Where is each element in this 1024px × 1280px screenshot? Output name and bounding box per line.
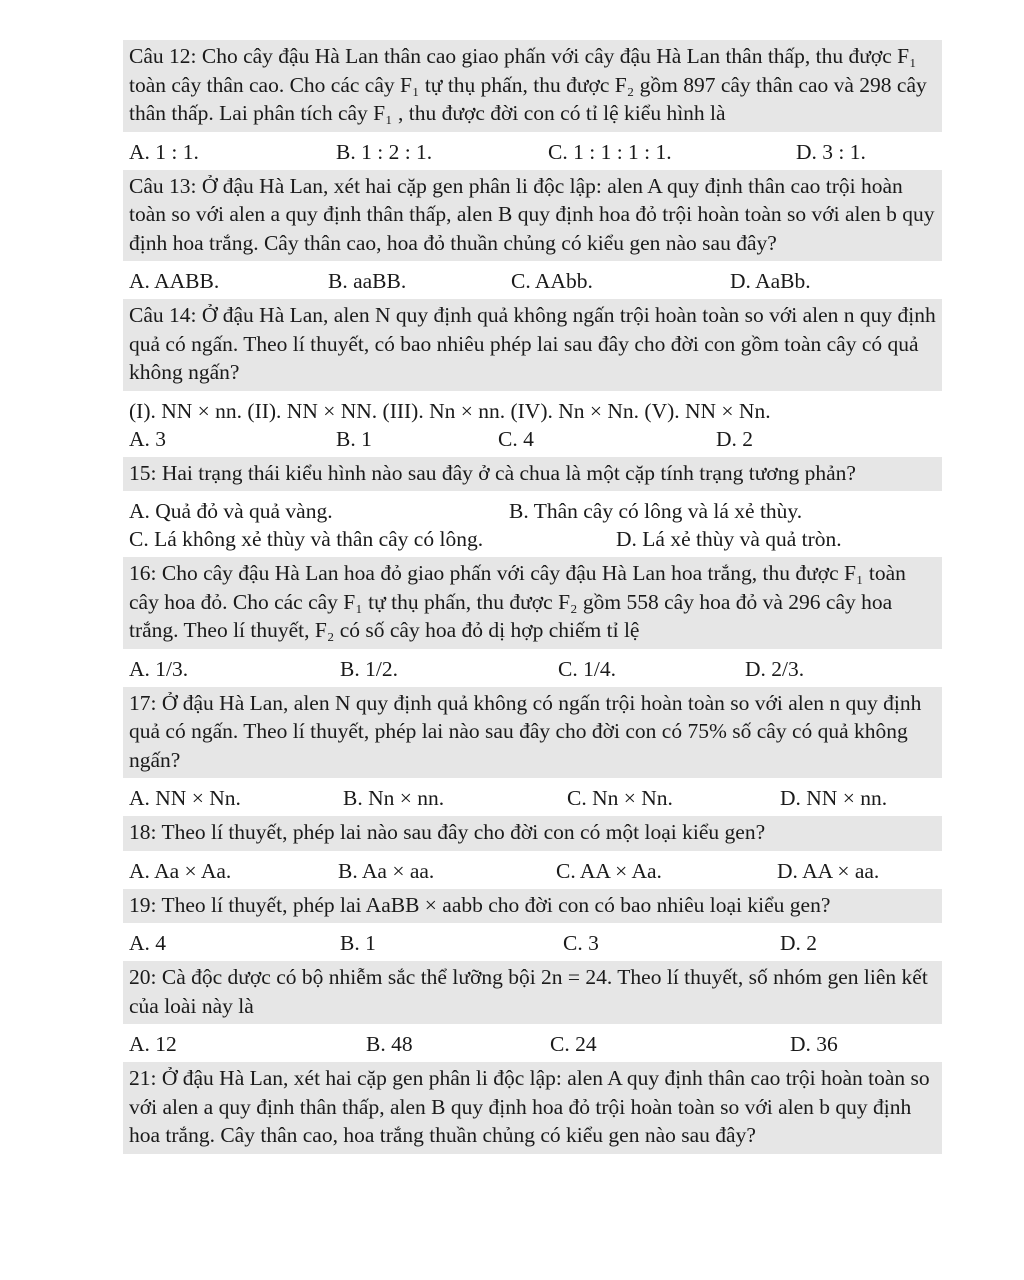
option-d[interactable]: D. AaBb. bbox=[730, 269, 811, 293]
option-c[interactable]: C. 3 bbox=[563, 931, 599, 955]
option-a[interactable]: A. 1/3. bbox=[129, 656, 189, 681]
question-list bbox=[123, 40, 942, 1160]
option-a[interactable]: A. 12 bbox=[129, 1032, 177, 1056]
question-13-stem: Câu 13: Ở đậu Hà Lan, xét hai cặp gen phân li độc lập: alen A quy định thân cao trội hoàn toàn so với alen a quy định thân thấp, alen B quy định hoa đỏ trội hoàn toàn so với alen b quy định hoa trắng. Cây thân cao, hoa đỏ thuần chủng có kiểu gen nào sau đây? bbox=[123, 170, 942, 262]
option-c[interactable]: C. 1 : 1 : 1 : 1. bbox=[548, 139, 672, 164]
question-13-options bbox=[123, 267, 942, 295]
option-b[interactable]: B. Aa × aa. bbox=[338, 858, 435, 883]
question-18-stem: 18: Theo lí thuyết, phép lai nào sau đây cho đời con có một loại kiểu gen? bbox=[123, 816, 942, 851]
question-16-stem: 16: Cho cây đậu Hà Lan hoa đỏ giao phấn với cây đậu Hà Lan hoa trắng, thu được F₁ toàn cây hoa đỏ. Cho các cây F₁ tự thụ phấn, thu được F₂ gồm 558 cây hoa đỏ và 296 cây hoa trắng. Theo lí thuyết, F₂ có số cây hoa đỏ dị hợp chiếm tỉ lệ bbox=[123, 557, 942, 649]
question-15-options-row-1 bbox=[123, 497, 942, 525]
option-b[interactable]: B. 1 bbox=[336, 426, 372, 451]
option-a[interactable]: A. 1 : 1. bbox=[129, 139, 199, 164]
option-d[interactable]: D. 36 bbox=[790, 1032, 838, 1056]
option-b[interactable]: B. Nn × nn. bbox=[343, 786, 445, 810]
question-16-options bbox=[123, 655, 942, 683]
option-d[interactable]: D. 2 bbox=[716, 426, 754, 451]
question-12-options bbox=[123, 138, 942, 166]
question-17-stem: 17: Ở đậu Hà Lan, alen N quy định quả không có ngấn trội hoàn toàn so với alen n quy định quả có ngấn. Theo lí thuyết, phép lai nào sau đây cho đời con có 75% số cây có quả không ngấn? bbox=[123, 687, 942, 779]
option-a[interactable]: A. 4 bbox=[129, 931, 167, 955]
option-d[interactable]: D. Lá xẻ thùy và quả tròn. bbox=[616, 527, 842, 551]
question-14-stem: Câu 14: Ở đậu Hà Lan, alen N quy định quả không ngấn trội hoàn toàn so với alen n quy định quả có ngấn. Theo lí thuyết, có bao nhiêu phép lai sau đây cho đời con gồm toàn cây có quả không ngấn? bbox=[123, 299, 942, 391]
question-15-options-row-2 bbox=[123, 525, 942, 553]
option-b[interactable]: B. aaBB. bbox=[328, 269, 407, 293]
question-19-stem: 19: Theo lí thuyết, phép lai AaBB × aabb cho đời con có bao nhiêu loại kiểu gen? bbox=[123, 889, 942, 924]
option-c[interactable]: C. AA × Aa. bbox=[556, 858, 662, 883]
question-21-stem: 21: Ở đậu Hà Lan, xét hai cặp gen phân li độc lập: alen A quy định thân cao trội hoàn toàn so với alen a quy định thân thấp, alen B quy định hoa đỏ trội hoàn toàn so với alen b quy định hoa trắng. Cây thân cao, hoa trắng thuần chủng có kiểu gen nào sau đây? bbox=[123, 1062, 942, 1154]
option-a[interactable]: A. 3 bbox=[129, 426, 167, 451]
option-d[interactable]: D. 2 bbox=[780, 931, 818, 955]
option-d[interactable]: D. 3 : 1. bbox=[796, 139, 866, 164]
option-c[interactable]: C. 24 bbox=[550, 1032, 597, 1056]
option-c[interactable]: C. 4 bbox=[498, 426, 534, 451]
question-15-stem: 15: Hai trạng thái kiểu hình nào sau đây ở cà chua là một cặp tính trạng tương phản? bbox=[123, 457, 942, 492]
option-b[interactable]: B. 1 bbox=[340, 931, 376, 955]
question-19-options bbox=[123, 929, 942, 957]
question-12-stem: Câu 12: Cho cây đậu Hà Lan thân cao giao phấn với cây đậu Hà Lan thân thấp, thu được F₁ toàn cây thân cao. Cho các cây F₁ tự thụ phấn, thu được F₂ gồm 897 cây thân cao và 298 cây thân thấp. Lai phân tích cây F₁ , thu được đời con có tỉ lệ kiểu hình là bbox=[123, 40, 942, 132]
question-20-options bbox=[123, 1030, 942, 1058]
option-c[interactable]: C. 1/4. bbox=[558, 656, 616, 681]
option-a[interactable]: A. Aa × Aa. bbox=[129, 858, 232, 883]
option-b[interactable]: B. Thân cây có lông và lá xẻ thùy. bbox=[509, 499, 803, 523]
option-d[interactable]: D. AA × aa. bbox=[777, 858, 880, 883]
option-b[interactable]: B. 48 bbox=[366, 1032, 413, 1056]
option-a[interactable]: A. Quả đỏ và quả vàng. bbox=[129, 499, 333, 523]
option-c[interactable]: C. Lá không xẻ thùy và thân cây có lông. bbox=[129, 527, 484, 551]
option-d[interactable]: D. 2/3. bbox=[745, 656, 805, 681]
option-b[interactable]: B. 1 : 2 : 1. bbox=[336, 139, 433, 164]
question-14-crosses: (I). NN × nn. (II). NN × NN. (III). Nn × nn. (IV). Nn × Nn. (V). NN × Nn. bbox=[129, 398, 771, 423]
question-17-options bbox=[123, 784, 942, 812]
option-a[interactable]: A. NN × Nn. bbox=[129, 786, 241, 810]
question-20-stem: 20: Cà độc dược có bộ nhiễm sắc thể lưỡng bội 2n = 24. Theo lí thuyết, số nhóm gen liên kết của loài này là bbox=[123, 961, 942, 1024]
option-b[interactable]: B. 1/2. bbox=[340, 656, 398, 681]
option-a[interactable]: A. AABB. bbox=[129, 269, 220, 293]
option-c[interactable]: C. AAbb. bbox=[511, 269, 593, 293]
option-c[interactable]: C. Nn × Nn. bbox=[567, 786, 673, 810]
question-18-options bbox=[123, 857, 942, 885]
question-14-options bbox=[123, 425, 942, 453]
option-d[interactable]: D. NN × nn. bbox=[780, 786, 888, 810]
